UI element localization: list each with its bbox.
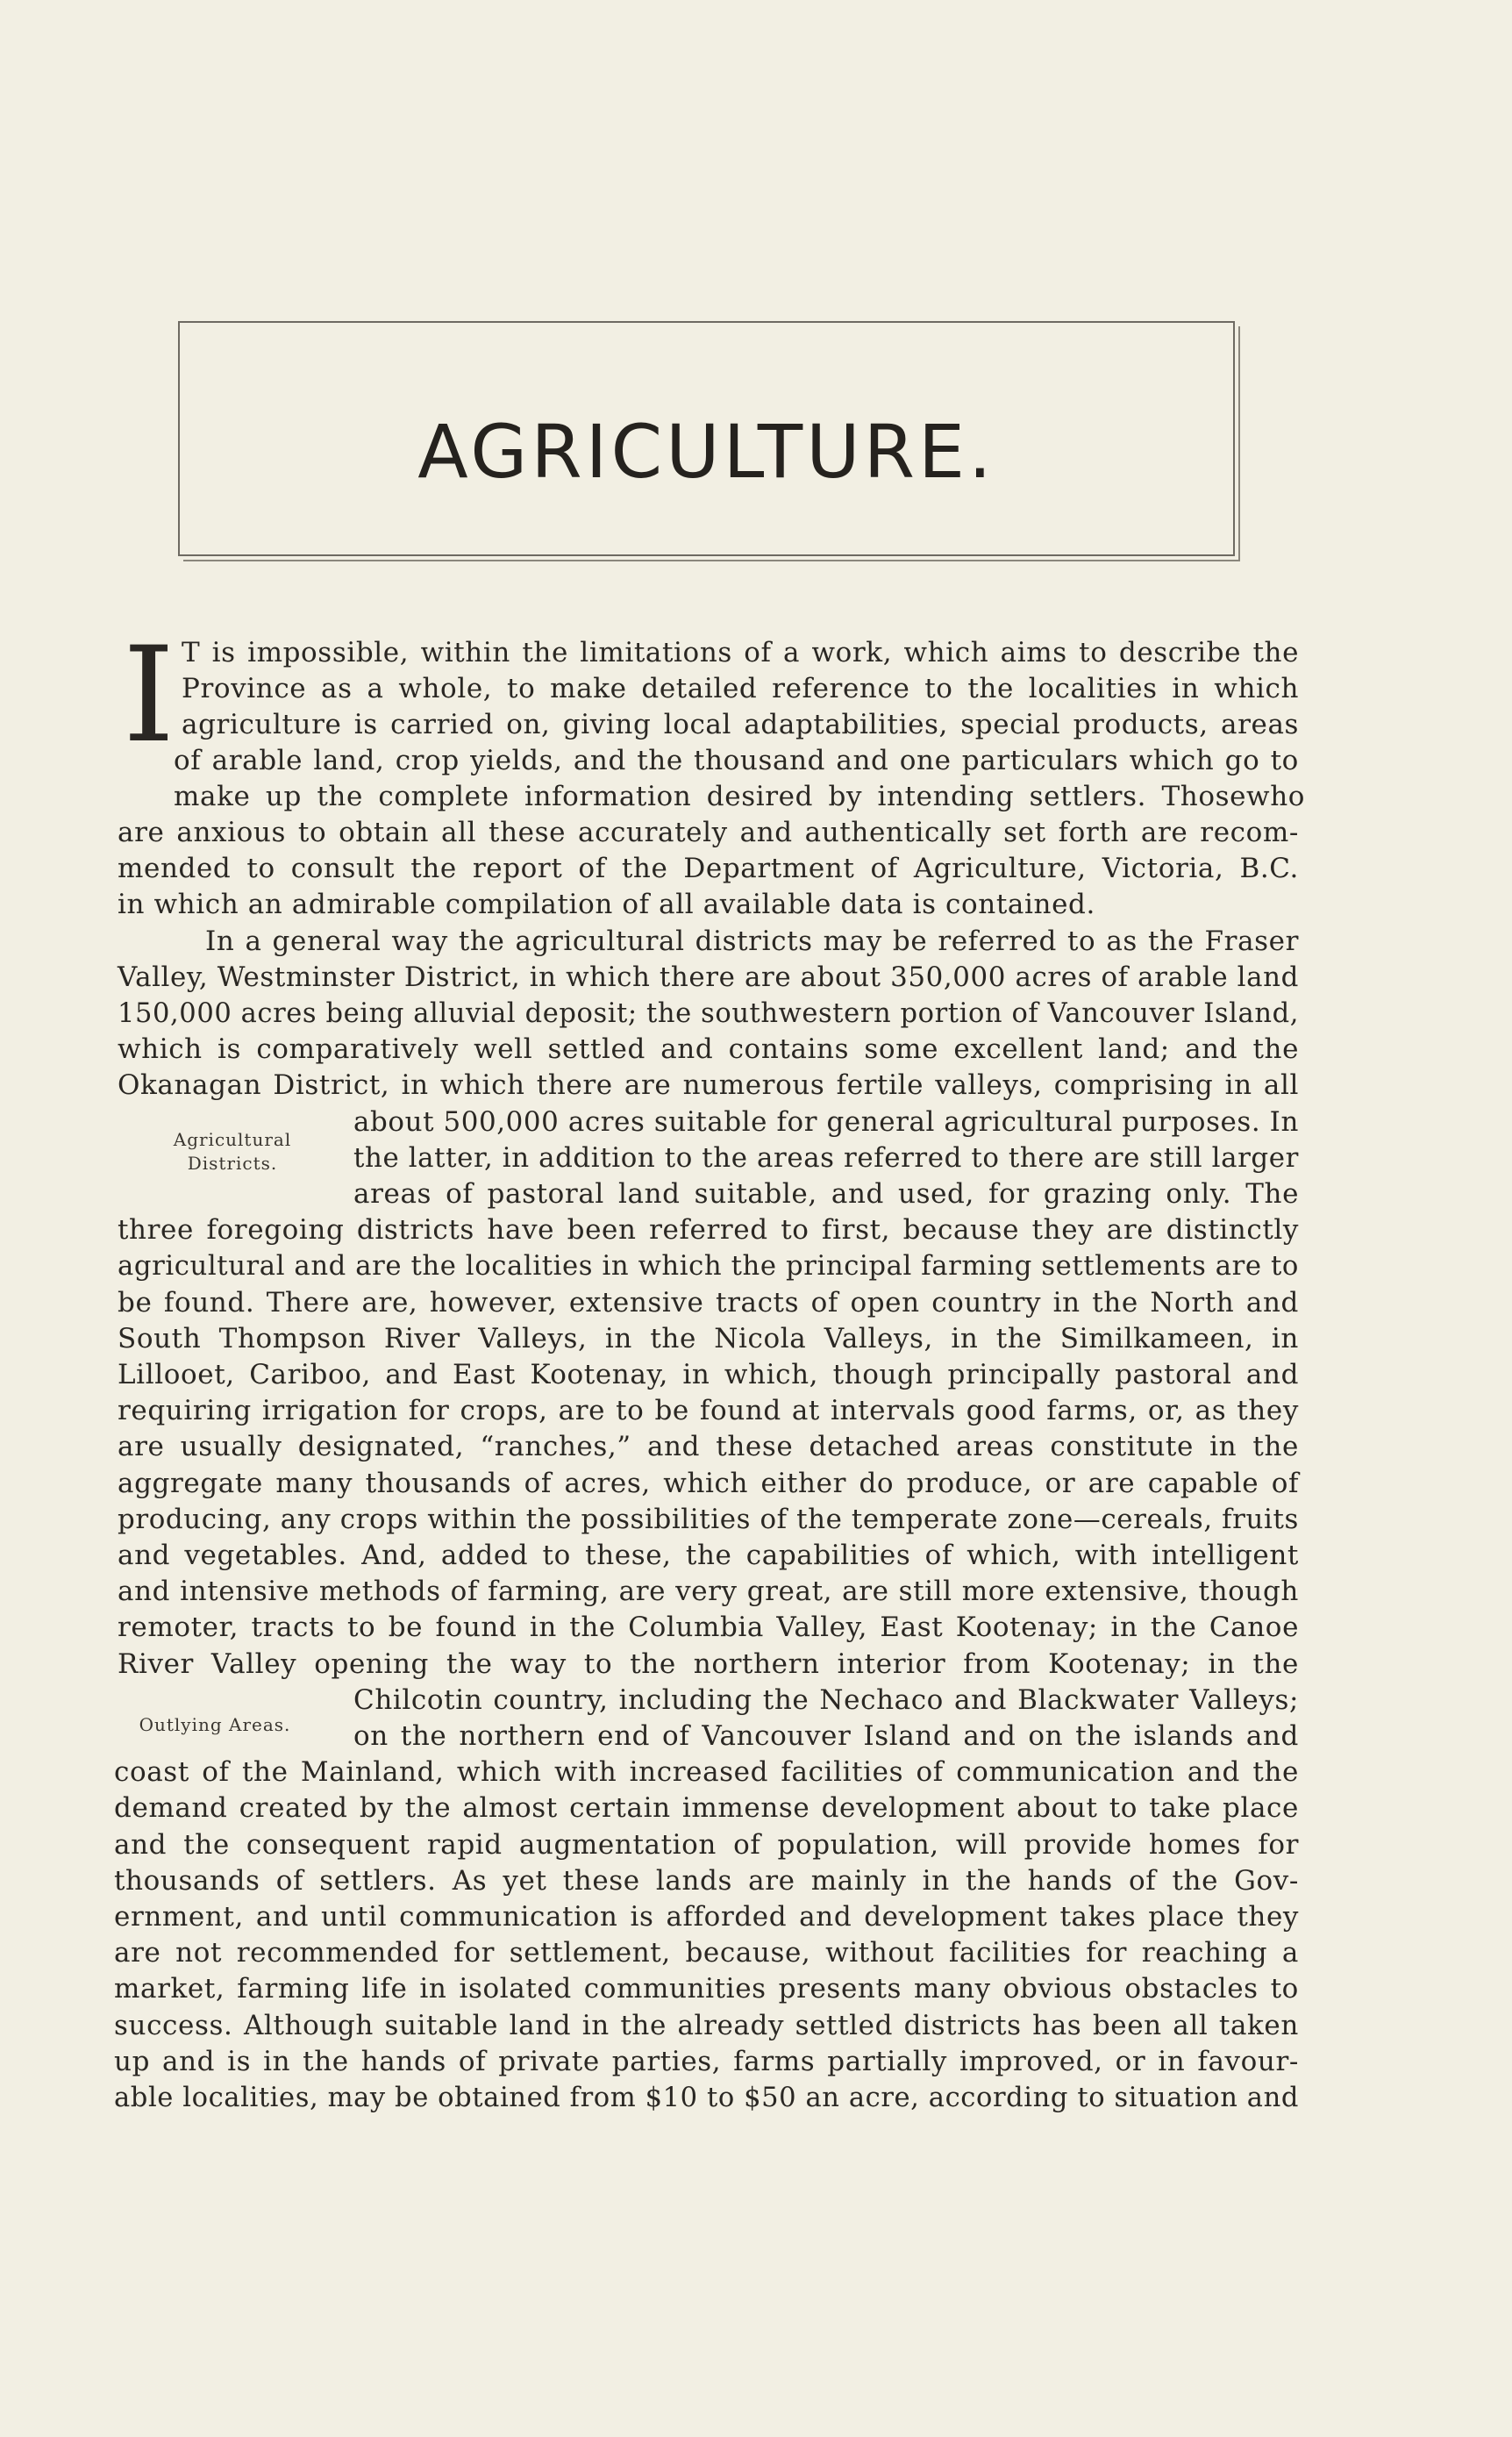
text-line: Chilcotin country, including the Nechaco and Blackwater Valleys; [353, 1684, 1300, 1716]
text-line: thousands of settlers. As yet these lands are mainly in the hands of the Gov- [114, 1865, 1299, 1897]
text-line: about 500,000 acres suitable for general agricultural purposes. In [353, 1106, 1299, 1138]
page-title: AGRICULTURE. [417, 409, 995, 495]
text-line: the latter, in addition to the areas referred to there are still larger [353, 1142, 1299, 1174]
text-line: areas of pastoral land suitable, and used, for grazing only. The [353, 1178, 1300, 1210]
text-line: are anxious to obtain all these accurately and authentically set forth are recom- [118, 817, 1299, 848]
title-box [178, 321, 1235, 556]
margin-note-line: Districts. [187, 1153, 278, 1174]
text-line: remoter, tracts to be found in the Columbia Valley, East Kootenay; in the Canoe [118, 1612, 1300, 1643]
text-line: producing, any crops within the possibilities of the temperate zone—cereals, fruits [118, 1504, 1299, 1535]
text-line: Okanagan District, in which there are numerous fertile valleys, comprising in all [118, 1069, 1299, 1101]
text-line: be found. There are, however, extensive tracts of open country in the North and [118, 1287, 1299, 1319]
text-line: agriculture is carried on, giving local adaptabilities, special products, areas [182, 709, 1300, 740]
text-line: make up the complete information desired by intending settlers. Thosewho [174, 781, 1306, 812]
text-line: Valley, Westminster District, in which there are about 350,000 acres of arable land [118, 961, 1299, 993]
text-line: are usually designated, “ranches,” and these detached areas constitute in the [118, 1431, 1299, 1462]
text-line: and the consequent rapid augmentation of population, will provide homes for [114, 1829, 1300, 1861]
text-line: 150,000 acres being alluvial deposit; the southwestern portion of Vancouver Island, [118, 997, 1299, 1029]
text-line: mended to consult the report of the Department of Agriculture, Victoria, B.C. [118, 853, 1299, 884]
text-line: demand created by the almost certain immense development about to take place [114, 1792, 1299, 1824]
text-line: which is comparatively well settled and contains some excellent land; and the [118, 1033, 1300, 1065]
text-line: requiring irrigation for crops, are to be found at intervals good farms, or, as they [118, 1395, 1299, 1426]
text-line: able localities, may be obtained from $10 to $50 an acre, according to situation and [114, 2082, 1300, 2113]
text-line: aggregate many thousands of acres, which either do produce, or are capable of [118, 1468, 1300, 1499]
text-line: South Thompson River Valleys, in the Nicola Valleys, in the Similkameen, in [118, 1323, 1299, 1354]
text-line: success. Although suitable land in the already settled districts has been all taken [114, 2010, 1299, 2041]
margin-note-agricultural-districts [158, 1128, 307, 1176]
text-line: River Valley opening the way to the northern interior from Kootenay; in the [118, 1648, 1299, 1680]
text-line: in which an admirable compilation of all available data is contained. [118, 889, 1095, 920]
text-line: and vegetables. And, added to these, the capabilities of which, with intelligent [118, 1540, 1299, 1571]
text-line: of arable land, crop yields, and the thousand and one particulars which go to [174, 745, 1299, 776]
text-line: Lillooet, Cariboo, and East Kootenay, in which, though principally pastoral and [118, 1359, 1300, 1390]
text-line: In a general way the agricultural districts may be referred to as the Fraser [205, 925, 1300, 957]
text-line: agricultural and are the localities in which the principal farming settlements are to [118, 1250, 1299, 1282]
margin-note-line: Agricultural [173, 1129, 292, 1150]
text-line: coast of the Mainland, which with increased facilities of communication and the [114, 1756, 1299, 1788]
margin-note-outlying-areas [127, 1713, 303, 1737]
margin-note-line: Outlying Areas. [139, 1714, 291, 1735]
text-line: market, farming life in isolated communities presents many obvious obstacles to [114, 1973, 1299, 2005]
text-line: three foregoing districts have been referred to first, because they are distinctly [118, 1214, 1300, 1246]
drop-cap: I [123, 619, 175, 772]
text-line: T is impossible, within the limitations of a work, which aims to describe the [182, 637, 1300, 668]
text-line: on the northern end of Vancouver Island and on the islands and [353, 1720, 1299, 1752]
text-line: are not recommended for settlement, because, without facilities for reaching a [114, 1937, 1299, 1969]
text-line: and intensive methods of farming, are very great, are still more extensive, though [118, 1576, 1299, 1607]
text-line: up and is in the hands of private parties, farms partially improved, or in favour- [114, 2046, 1299, 2077]
text-line: Province as a whole, to make detailed reference to the localities in which [182, 673, 1300, 704]
text-line: ernment, and until communication is afforded and development takes place they [114, 1901, 1300, 1933]
